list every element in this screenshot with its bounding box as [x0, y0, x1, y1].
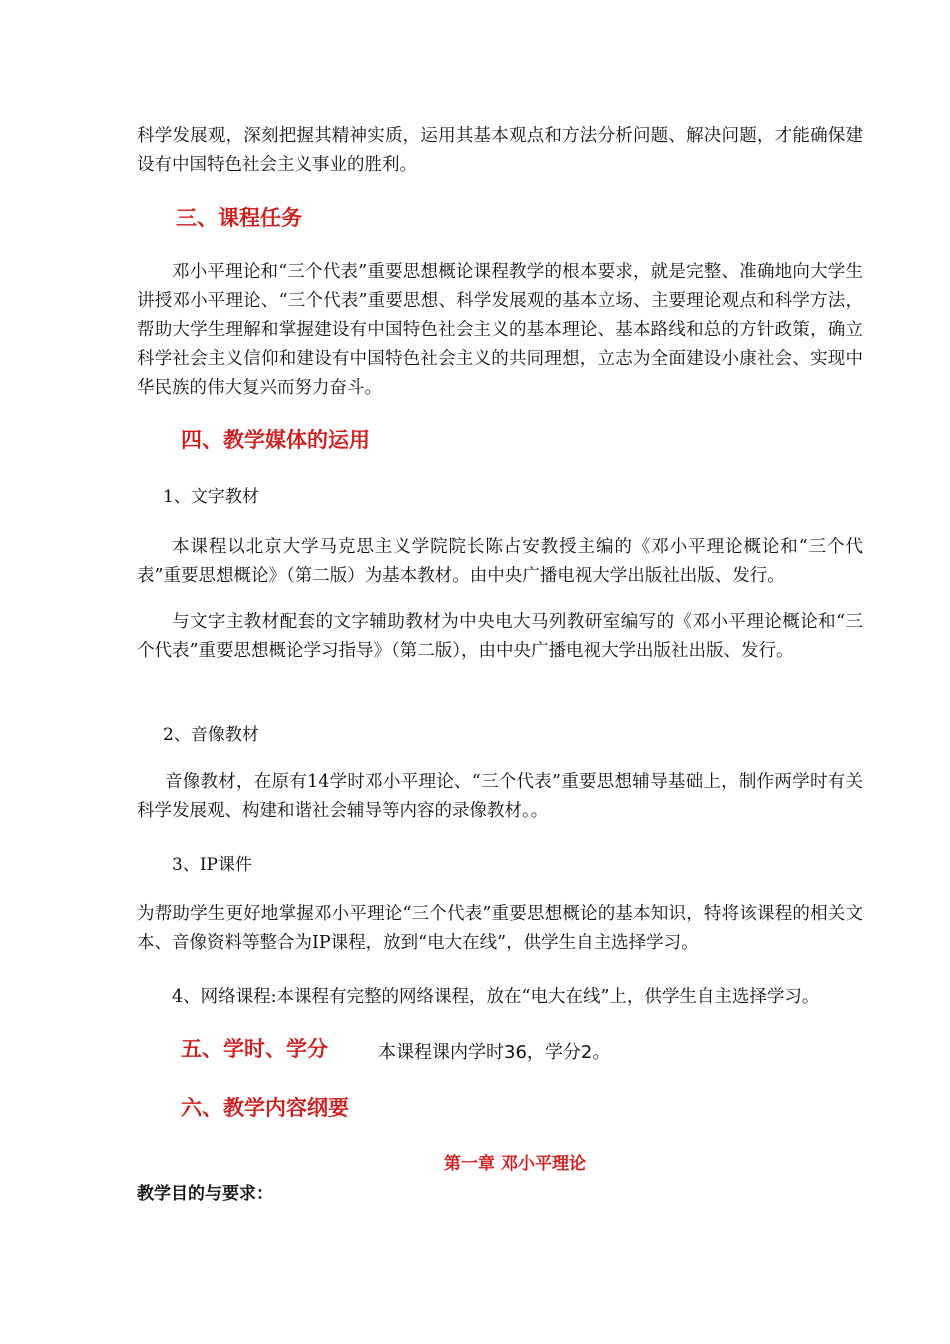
section-6-heading: 六、教学内容纲要 — [181, 1096, 349, 1120]
item-1-paragraph-1: 本课程以北京大学马克思主义学院院长陈占安教授主编的《邓小平理论概论和“三个代表”重要思想概论》（第二版）为基本教材。由中央广播电视大学出版社出版、发行。 — [137, 537, 863, 586]
item-2-title: 2、音像教材 — [163, 725, 259, 745]
section-3-heading: 三、课程任务 — [176, 206, 302, 230]
intro-paragraph: 科学发展观，深刻把握其精神实质，运用其基本观点和方法分析问题、解决问题，才能确保建设有中国特色社会主义事业的胜利。 — [137, 126, 863, 175]
item-3-paragraph: 为帮助学生更好地掌握邓小平理论“三个代表”重要思想概论的基本知识，特将该课程的相关文本、音像资料等整合为IP课程，放到“电大在线”，供学生自主选择学习。 — [137, 904, 863, 953]
section-4-heading: 四、教学媒体的运用 — [181, 428, 370, 452]
item-1-paragraph-2: 与文字主教材配套的文字辅助教材为中央电大马列教研室编写的《邓小平理论概论和“三个代表”重要思想概论学习指导》（第二版），由中央广播电视大学出版社出版、发行。 — [137, 612, 863, 661]
chapter-title: 第一章 邓小平理论 — [444, 1154, 586, 1174]
section-3-body: 邓小平理论和“三个代表”重要思想概论课程教学的根本要求，就是完整、准确地向大学生讲授邓小平理论、“三个代表”重要思想、科学发展观的基本立场、主要理论观点和科学方法，帮助大学生理解和掌握建设有中国特色社会主义的基本理论、基本路线和总的方针政策，确立科学社会主义信仰和建设有中国特色社会主义的共同理想，立志为全面建设小康社会、实现中华民族的伟大复兴而努力奋斗。 — [137, 262, 863, 398]
item-1-title: 1、文字教材 — [163, 487, 259, 507]
section-5-body: 本课程课内学时36，学分2。 — [378, 1042, 611, 1063]
item-2-paragraph: 音像教材，在原有14学时邓小平理论、“三个代表”重要思想辅导基础上，制作两学时有关科学发展观、构建和谐社会辅导等内容的录像教材。。 — [137, 772, 863, 821]
item-3-title: 3、IP课件 — [172, 855, 252, 875]
item-4-paragraph: 4、网络课程:本课程有完整的网络课程，放在“电大在线”上，供学生自主选择学习。 — [172, 987, 820, 1007]
requirements-label: 教学目的与要求： — [137, 1184, 273, 1204]
section-5-heading: 五、学时、学分 — [181, 1037, 328, 1061]
